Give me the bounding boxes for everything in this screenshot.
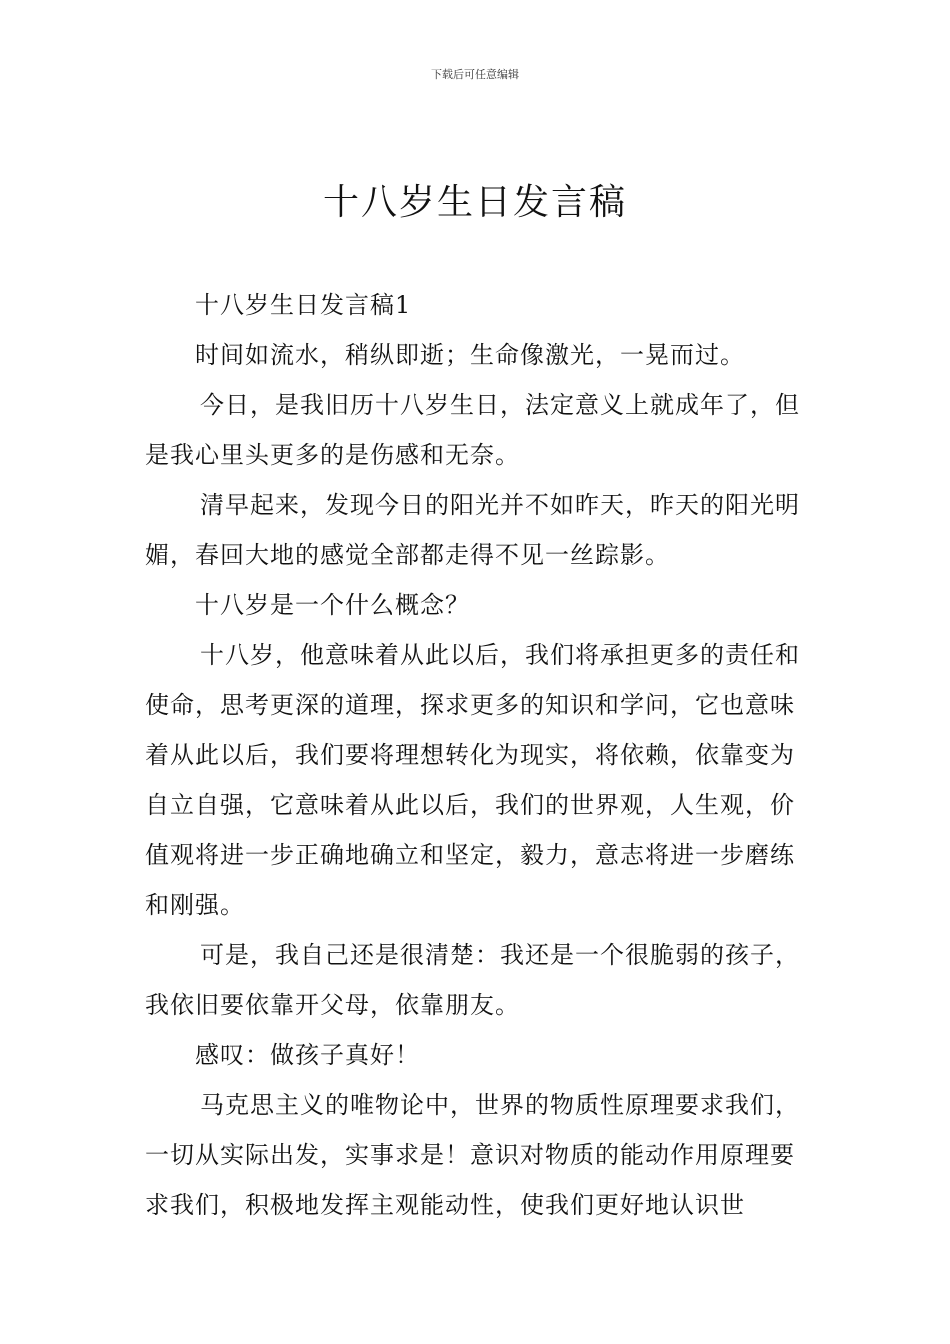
paragraph: 清早起来，发现今日的阳光并不如昨天，昨天的阳光明媚，春回大地的感觉全部都走得不见一丝踪影。 <box>145 491 800 569</box>
document-title: 十八岁生日发言稿 <box>322 182 627 223</box>
paragraph: 十八岁，他意味着从此以后，我们将承担更多的责任和使命，思考更深的道理，探求更多的知识和学问，它也意味着从此以后，我们要将理想转化为现实，将依赖，依靠变为自立自强，它意味着从此以后，我们的世界观，人生观，价值观将进一步正确地确立和坚定，毅力，意志将进一步磨练和刚强。 <box>145 641 800 919</box>
paragraph: 今日，是我旧历十八岁生日，法定意义上就成年了，但是我心里头更多的是伤感和无奈。 <box>145 391 800 469</box>
paragraph: 马克思主义的唯物论中，世界的物质性原理要求我们，一切从实际出发，实事求是！意识对物质的能动作用原理要求我们，积极地发挥主观能动性，使我们更好地认识世 <box>145 1091 800 1219</box>
paragraph: 十八岁是一个什么概念？ <box>195 591 470 619</box>
paragraph: 可是，我自己还是很清楚：我还是一个很脆弱的孩子，我依旧要依靠开父母，依靠朋友。 <box>145 941 800 1019</box>
paragraph: 感叹：做孩子真好！ <box>195 1041 420 1069</box>
header-note: 下载后可任意编辑 <box>431 68 519 81</box>
section-heading: 十八岁生日发言稿1 <box>195 291 412 319</box>
document-body <box>145 280 817 1230</box>
paragraph: 时间如流水，稍纵即逝；生命像激光，一晃而过。 <box>195 341 745 369</box>
